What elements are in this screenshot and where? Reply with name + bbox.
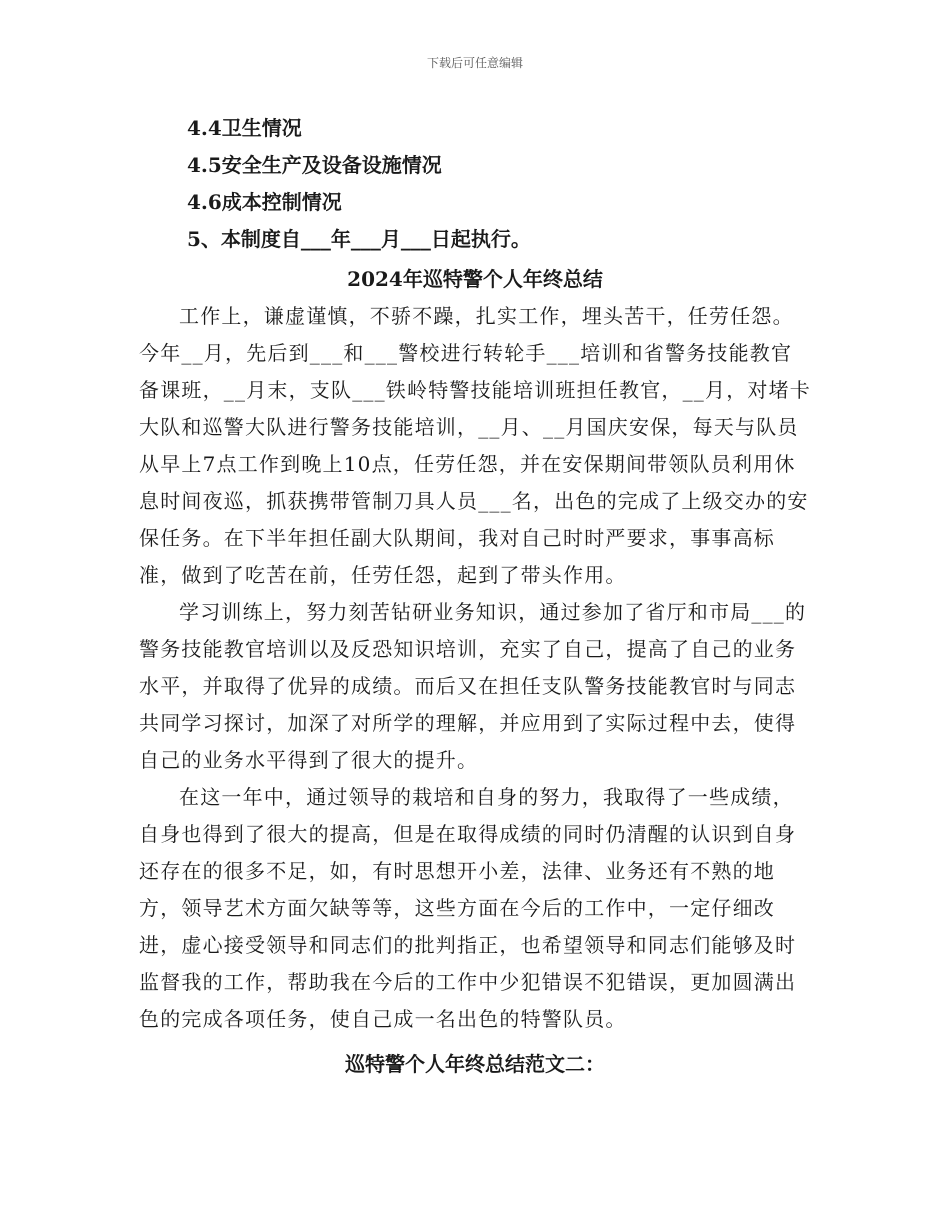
paragraph-work: 工作上，谦虚谨慎，不骄不躁，扎实工作，埋头苦干，任劳任怨。今年__月，先后到___和___警校进行转轮手___培训和省警务技能教官备课班，__月末，支队___铁岭特警技能培训班担任教官，__月，对堵卡大队和巡警大队进行警务技能培训，__月、__月国庆安保，每天与队员从早上7点工作到晚上10点，任劳任怨，并在安保期间带领队员利用休息时间夜巡，抓获携带管制刀具人员___名，出色的完成了上级交办的安保任务。在下半年担任副大队期间，我对自己时时严要求，事事高标准，做到了吃苦在前，任劳任怨，起到了带头作用。 (139, 304, 811, 587)
section-subtitle: 巡特警个人年终总结范文二： (345, 1052, 605, 1076)
list-item-4-5: 4.5安全生产及设备设施情况 (187, 153, 442, 177)
paragraph-summary: 在这一年中，通过领导的栽培和自身的努力，我取得了一些成绩，自身也得到了很大的提高，但是在取得成绩的同时仍清醒的认识到自身还存在的很多不足，如，有时思想开小差，法律、业务还有不熟的地方，领导艺术方面欠缺等等，这些方面在今后的工作中，一定仔细改进，虚心接受领导和同志们的批判指正，也希望领导和同志们能够及时监督我的工作，帮助我在今后的工作中少犯错误不犯错误，更加圆满出色的完成各项任务，使自己成一名出色的特警队员。 (139, 785, 797, 1031)
document-title: 2024年巡特警个人年终总结 (347, 267, 603, 291)
document-body (139, 110, 811, 1084)
list-item-5: 5、本制度自___年___月___日起执行。 (187, 227, 531, 251)
page-header: 下载后可任意编辑 (426, 56, 523, 70)
list-item-4-4: 4.4卫生情况 (187, 116, 302, 140)
paragraph-study: 学习训练上，努力刻苦钻研业务知识，通过参加了省厅和市局___的警务技能教官培训以及反恐知识培训，充实了自己，提高了自己的业务水平，并取得了优异的成绩。而后又在担任支队警务技能教官时与同志共同学习探讨，加深了对所学的理解，并应用到了实际过程中去，使得自己的业务水平得到了很大的提升。 (139, 600, 807, 772)
list-item-4-6: 4.6成本控制情况 (187, 190, 342, 214)
body-text (139, 298, 811, 1038)
